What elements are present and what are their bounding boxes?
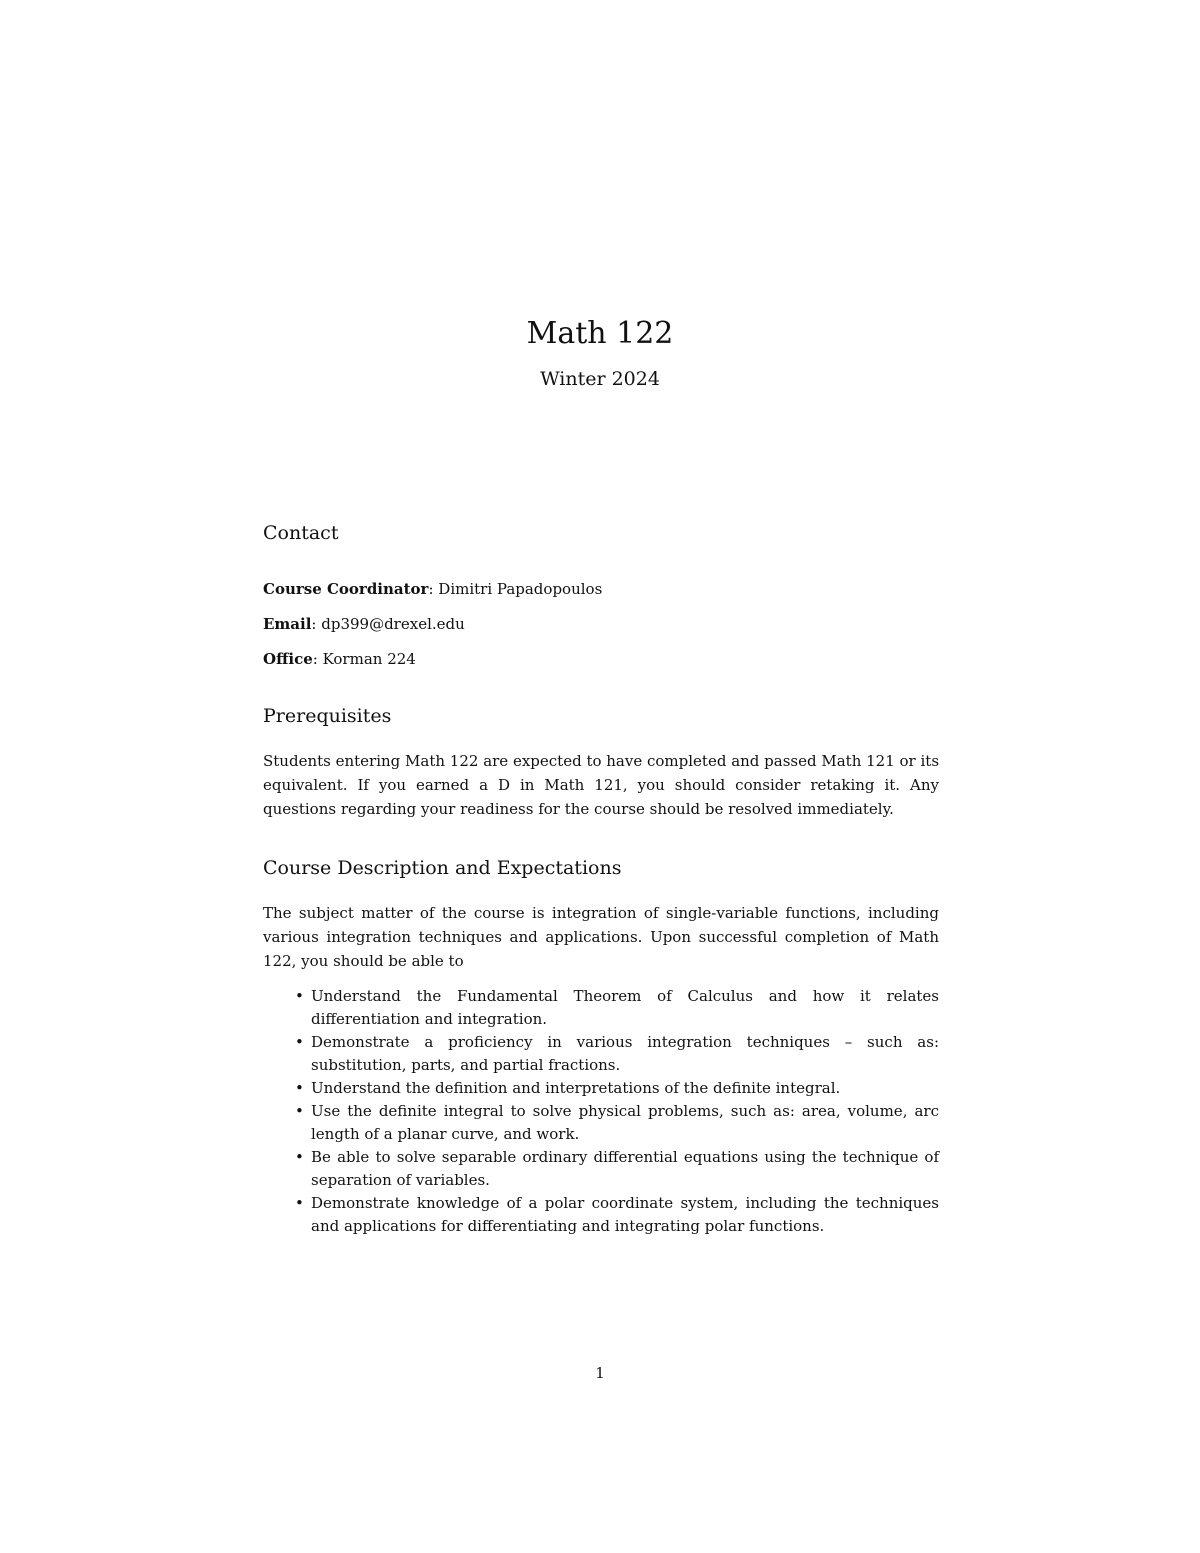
list-item-text: Demonstrate a proficiency in various integration techniques – such as: substitution, parts, and partial fractions. xyxy=(311,1033,939,1074)
list-item xyxy=(295,1031,939,1077)
email-value: dp399@drexel.edu xyxy=(321,615,465,633)
list-item xyxy=(295,1077,939,1100)
document-body xyxy=(263,520,939,1238)
bullet-icon: • xyxy=(295,1079,304,1097)
email-line: Email: dp399@drexel.edu xyxy=(263,615,465,633)
page-number: 1 xyxy=(595,1364,605,1382)
contact-heading: Contact xyxy=(263,522,339,544)
bullet-icon: • xyxy=(295,987,304,1005)
prerequisites-section xyxy=(263,703,939,821)
description-heading: Course Description and Expectations xyxy=(263,857,622,879)
list-item xyxy=(295,1192,939,1238)
office-line: Office: Korman 224 xyxy=(263,650,416,668)
document-title: Math 122 xyxy=(526,316,674,351)
list-item-text: Be able to solve separable ordinary differential equations using the technique of separation of variables. xyxy=(311,1148,939,1189)
contact-list xyxy=(263,578,939,670)
list-item-text: Understand the Fundamental Theorem of Calculus and how it relates differentiation and integration. xyxy=(311,987,939,1028)
bullet-icon: • xyxy=(295,1194,304,1212)
list-item-text: Understand the definition and interpretations of the definite integral. xyxy=(311,1079,841,1097)
office-label: Office xyxy=(263,650,313,668)
email-label: Email xyxy=(263,615,312,633)
description-intro: The subject matter of the course is integration of single-variable functions, including various integration techniques and applications. Upon successful completion of Math 122, you should be able to xyxy=(263,904,939,970)
list-item-text: Use the definite integral to solve physical problems, such as: area, volume, arc length of a planar curve, and work. xyxy=(311,1102,939,1143)
office-value: Korman 224 xyxy=(322,650,416,668)
prerequisites-text: Students entering Math 122 are expected to have completed and passed Math 121 or its equivalent. If you earned a D in Math 121, you should consider retaking it. Any questions regarding your readiness for the course should be resolved immediately. xyxy=(263,752,940,818)
bullet-icon: • xyxy=(295,1148,304,1166)
coordinator-value: Dimitri Papadopoulos xyxy=(438,580,603,598)
bullet-icon: • xyxy=(295,1033,304,1051)
contact-section xyxy=(263,520,939,670)
list-item xyxy=(295,1146,939,1192)
list-item-text: Demonstrate knowledge of a polar coordinate system, including the techniques and applications for differentiating and integrating polar functions. xyxy=(311,1194,939,1235)
list-item xyxy=(295,985,939,1031)
description-section xyxy=(263,855,939,1238)
document-term: Winter 2024 xyxy=(540,368,660,390)
coordinator-label: Course Coordinator xyxy=(263,580,429,598)
prerequisites-heading: Prerequisites xyxy=(263,705,392,727)
list-item xyxy=(295,1100,939,1146)
outcomes-list xyxy=(263,985,939,1238)
coordinator-line: Course Coordinator: Dimitri Papadopoulos xyxy=(263,580,603,598)
bullet-icon: • xyxy=(295,1102,304,1120)
